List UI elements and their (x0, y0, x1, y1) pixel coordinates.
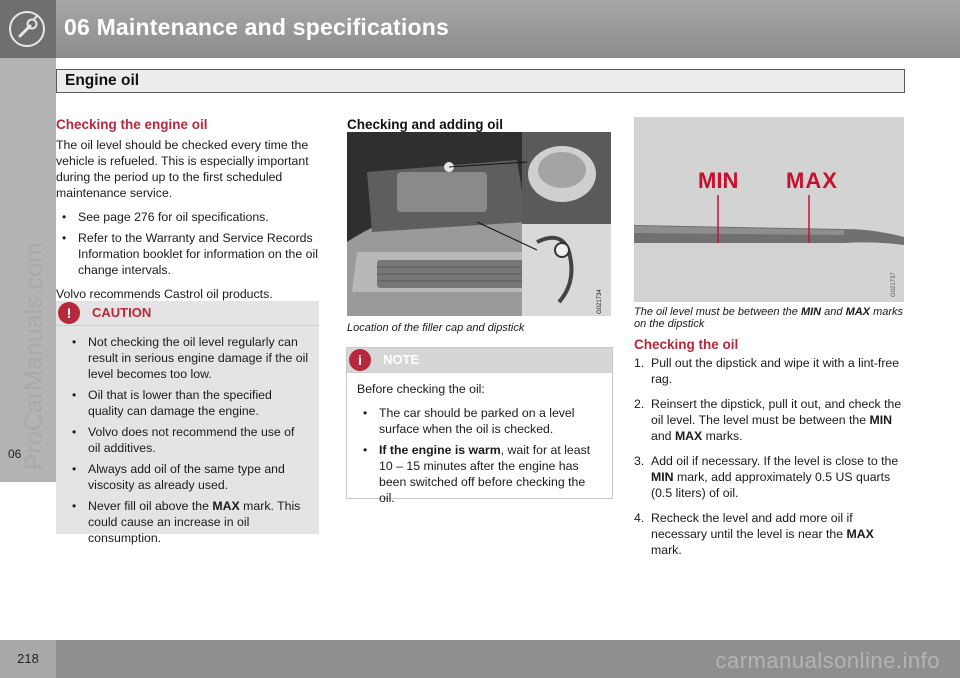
intro-paragraph: The oil level should be checked every time the vehicle is refueled. This is especially important during the period up to the first scheduled maintenance service. (56, 138, 309, 200)
text: mark, add approximately 0.5 US quarts (0.5 liters) of oil. (651, 470, 891, 500)
list-item: • Volvo does not recommend the use of oil additives. (66, 424, 309, 456)
bold-text: MIN (651, 470, 674, 484)
dipstick-figure-caption (634, 306, 906, 330)
info-icon: i (349, 349, 371, 371)
bold-text: MIN (800, 306, 822, 318)
note-box (346, 347, 613, 505)
bold-text: MAX (674, 429, 703, 443)
text: Recheck the level and add more oil if necessary until the level is near the (651, 511, 853, 541)
text: Reinsert the dipstick, pull it out, and check the oil level. The level must be between the (651, 397, 902, 427)
list-item (634, 453, 906, 501)
left-column (56, 117, 319, 310)
section-title: Engine oil (65, 72, 140, 89)
list-item: • Refer to the Warranty and Service Records Information booklet for information on the oil change intervals. (56, 230, 319, 278)
engine-bay-figure (347, 132, 611, 316)
middle-column-heading (347, 117, 611, 133)
page-number: 218 (0, 640, 56, 678)
engine-figure-caption: Location of the filler cap and dipstick (347, 322, 525, 334)
page-header (0, 0, 960, 58)
heading-checking-engine-oil: Checking the engine oil (56, 117, 208, 132)
list-item (634, 396, 906, 444)
caution-header (56, 301, 319, 326)
note-title: NOTE (383, 352, 420, 367)
section-bar (56, 69, 905, 93)
margin-chapter-number: 06 (8, 447, 22, 461)
text: Never fill oil above the (88, 499, 213, 513)
chapter-title: 06 Maintenance and specifications (64, 14, 449, 40)
heading-checking-the-oil: Checking the oil (634, 337, 739, 352)
chapter-logo (0, 0, 56, 58)
list-item (66, 498, 309, 546)
exclamation-icon: ! (58, 302, 80, 324)
step-number: 4. (634, 511, 645, 525)
dipstick-figure (634, 117, 904, 302)
list-item (357, 442, 602, 506)
text: Add oil if necessary. If the level is close to the (651, 454, 899, 468)
text: and (821, 306, 846, 318)
right-column-text (634, 337, 906, 567)
text: , wait for at least 10 – 15 minutes after the engine has been switched off before checking the oil. (379, 443, 591, 505)
list-item: • The car should be parked on a level surface when the oil is checked. (357, 405, 602, 437)
step-number: 2. (634, 397, 645, 411)
figure-code: G021737 (891, 272, 897, 297)
text: mark. (651, 543, 682, 557)
max-label: MAX (786, 168, 838, 193)
bold-text: If the engine is warm (379, 443, 501, 457)
heading-checking-adding-oil: Checking and adding oil (347, 117, 504, 132)
text: The oil level must be between the (634, 306, 801, 318)
list-item (634, 510, 906, 558)
bold-text: MIN (869, 413, 893, 427)
note-body (347, 373, 612, 506)
text: marks. (702, 429, 743, 443)
note-header (347, 348, 612, 373)
text: marks on the dipstick (634, 306, 904, 330)
min-label: MIN (698, 168, 739, 193)
steps-list (634, 355, 906, 558)
list-item: • Always add oil of the same type and viscosity as already used. (66, 461, 309, 493)
bold-text: MAX (845, 306, 871, 318)
list-item (634, 355, 906, 387)
list-item: • See page 276 for oil specifications. (56, 209, 319, 225)
maintenance-icon (6, 9, 48, 49)
step-number: 1. (634, 356, 645, 370)
bold-text: MAX (212, 499, 240, 513)
spec-bullet-list (56, 209, 319, 278)
list-item: • Oil that is lower than the specified quality can damage the engine. (66, 387, 309, 419)
note-list (357, 405, 602, 506)
page-footer (0, 640, 960, 678)
list-item: • Not checking the oil level regularly can result in serious engine damage if the oil level becomes too low. (66, 334, 309, 382)
footer-watermark: carmanualsonline.info (715, 648, 940, 673)
note-intro: Before checking the oil: (357, 382, 485, 396)
text: mark. This could cause an increase in oil consumption. (88, 499, 301, 545)
figure-code: G021734 (597, 289, 603, 314)
caution-box (56, 301, 319, 545)
engine-illustration (347, 132, 611, 316)
step-number: 3. (634, 454, 645, 468)
side-watermark: ProCarManuals.com (20, 242, 48, 470)
caution-list (56, 326, 319, 546)
closing-paragraph: Volvo recommends Castrol oil products. (56, 287, 273, 301)
text: and (651, 429, 675, 443)
caution-title: CAUTION (92, 305, 152, 320)
bold-text: MAX (846, 527, 874, 541)
text: Pull out the dipstick and wipe it with a lint-free rag. (651, 356, 900, 386)
dipstick-illustration (634, 117, 904, 302)
